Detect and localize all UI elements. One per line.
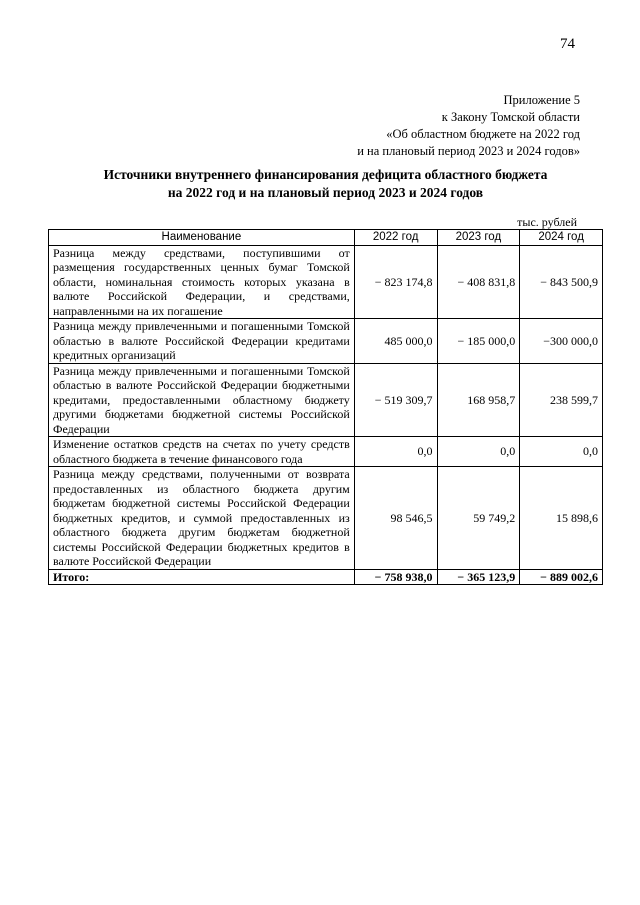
table-row: [49, 363, 603, 437]
table-row: [49, 437, 603, 467]
appendix-line: Приложение 5: [503, 93, 580, 107]
appendix-line: «Об областном бюджете на 2022 год: [386, 127, 580, 141]
appendix-line: и на плановый период 2023 и 2024 годов»: [357, 144, 580, 158]
header-2024: 2024 год: [520, 230, 603, 246]
total-value-2022: − 758 938,0: [354, 569, 437, 585]
row-value-2024: −300 000,0: [520, 319, 603, 364]
table-header-row: [49, 230, 603, 246]
row-name: Разница между привлеченными и погашенными Томской областью в валюте Российской Федерации бюджетными кредитами, предоставленными областному бюджету другими бюджетами бюджетной системы Российской Федерации: [49, 363, 355, 437]
table-row: [49, 245, 603, 319]
row-name: Разница между привлеченными и погашенными Томской областью в валюте Российской Федерации кредитами кредитных организаций: [49, 319, 355, 364]
document-title: [48, 166, 603, 202]
title-line-2: на 2022 год и на плановый период 2023 и 2024 годов: [167, 185, 484, 200]
header-2022: 2022 год: [354, 230, 437, 246]
row-value-2024: 238 599,7: [520, 363, 603, 437]
row-value-2024: 15 898,6: [520, 467, 603, 570]
row-value-2023: 0,0: [437, 437, 520, 467]
financing-sources-table: [48, 229, 603, 585]
row-value-2024: 0,0: [520, 437, 603, 467]
row-name: Изменение остатков средств на счетах по учету средств областного бюджета в течение финансового года: [49, 437, 355, 467]
row-value-2022: 0,0: [354, 437, 437, 467]
appendix-line: к Закону Томской области: [441, 110, 580, 124]
units-label: тыс. рублей: [517, 215, 577, 229]
row-value-2023: 59 749,2: [437, 467, 520, 570]
total-value-2023: − 365 123,9: [437, 569, 520, 585]
row-value-2024: − 843 500,9: [520, 245, 603, 319]
row-value-2022: − 823 174,8: [354, 245, 437, 319]
table-row: [49, 319, 603, 364]
row-value-2022: 485 000,0: [354, 319, 437, 364]
table-row: [49, 467, 603, 570]
row-value-2022: − 519 309,7: [354, 363, 437, 437]
header-2023: 2023 год: [437, 230, 520, 246]
total-row: [49, 569, 603, 585]
title-line-1: Источники внутреннего финансирования дефицита областного бюджета: [103, 167, 548, 182]
page-number: 74: [560, 36, 575, 52]
appendix-reference: [357, 92, 580, 160]
header-name: Наименование: [49, 230, 355, 246]
row-value-2023: − 185 000,0: [437, 319, 520, 364]
row-name: Разница между средствами, полученными от возврата предоставленных из областного бюджета другим бюджетам бюджетной системы Российской Федерации бюджетных кредитов, и суммой предоставленных из областного бюджета другим бюджетам бюджетной системы Российской Федерации бюджетных кредитов в валюте Российской Федерации: [49, 467, 355, 570]
row-value-2023: 168 958,7: [437, 363, 520, 437]
total-label: Итого:: [49, 569, 355, 585]
total-value-2024: − 889 002,6: [520, 569, 603, 585]
row-value-2023: − 408 831,8: [437, 245, 520, 319]
row-name: Разница между средствами, поступившими от размещения государственных ценных бумаг Томской области, номинальная стоимость которых указана в валюте Российской Федерации, и средствами, направленными на их погашение: [49, 245, 355, 319]
row-value-2022: 98 546,5: [354, 467, 437, 570]
